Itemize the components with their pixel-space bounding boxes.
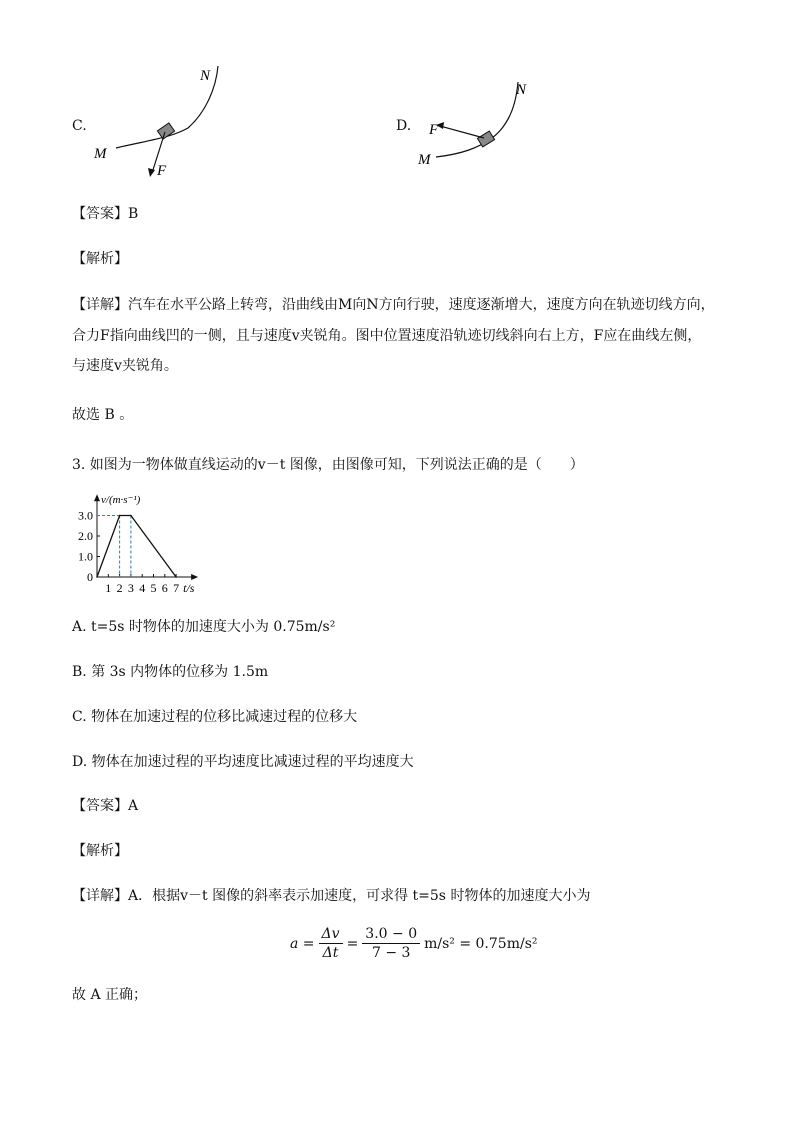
- x-tick-label: 7: [173, 581, 180, 595]
- x-tick-label: 1: [105, 581, 112, 595]
- y-tick-label: 1.0: [78, 549, 93, 564]
- formula-lhs: a =: [290, 935, 315, 952]
- series-point: [175, 576, 177, 578]
- q2-conclusion: 故选 B 。: [72, 407, 134, 423]
- x-axis-label: t/s: [183, 581, 195, 595]
- q2-answer: 【答案】B: [72, 206, 139, 222]
- force-arrowhead: [148, 168, 155, 177]
- label-n: N: [516, 82, 527, 98]
- q3-conclusion: 故 A 正确；: [72, 987, 148, 1003]
- label-m: M: [94, 146, 107, 162]
- y-axis-label: v/(m·s⁻¹): [101, 494, 141, 507]
- label-f: F: [429, 122, 439, 138]
- q2-detail-line2: 合力F指向曲线凹的一侧，且与速度v夹锐角。图中位置速度沿轨迹切线斜向右上方，F应在曲线左侧，: [72, 328, 702, 344]
- series-line: [97, 516, 176, 578]
- y-tick-label: 2.0: [78, 529, 93, 543]
- x-tick-label: 6: [161, 581, 168, 595]
- option-d-diagram: [412, 74, 552, 174]
- option-d-label: D.: [396, 118, 412, 134]
- x-tick-label: 5: [150, 581, 157, 595]
- q2-detail-line1: 【详解】汽车在水平公路上转弯，沿曲线由M向N方向行驶，速度逐渐增大，速度方向在轨迹切线方向，: [72, 297, 715, 313]
- label-f: F: [157, 163, 167, 179]
- q3-option-c: C. 物体在加速过程的位移比减速过程的位移大: [72, 709, 358, 725]
- vt-chart: [70, 490, 240, 602]
- q3-option-a: A. t=5s 时物体的加速度大小为 0.75m/s²: [72, 619, 336, 635]
- option-c-label: C.: [72, 118, 87, 134]
- label-m: M: [418, 152, 431, 168]
- q3-detail: 【详解】A．根据v－t 图像的斜率表示加速度，可求得 t=5s 时物体的加速度大小为: [72, 888, 591, 904]
- option-c-diagram: [88, 60, 238, 185]
- formula-rhs: m/s² = 0.75m/s²: [424, 935, 538, 952]
- q3-analysis-label: 【解析】: [72, 843, 128, 859]
- series-point: [119, 515, 121, 517]
- origin-label: 0: [87, 570, 93, 584]
- car-block: [157, 123, 174, 139]
- x-tick-label: 4: [139, 581, 146, 595]
- series-point: [96, 576, 98, 578]
- x-axis-arrow: [191, 574, 198, 580]
- trajectory-curve: [436, 82, 518, 157]
- y-tick-label: 3.0: [78, 508, 93, 523]
- q2-detail-line3: 与速度v夹锐角。: [72, 358, 178, 374]
- chart-labels: [78, 494, 195, 595]
- x-tick-label: 3: [127, 581, 134, 595]
- q3-option-b: B. 第 3s 内物体的位移为 1.5m: [72, 664, 269, 680]
- force-arrow: [440, 126, 484, 138]
- q2-analysis-label: 【解析】: [72, 251, 128, 267]
- q3-stem: 3. 如图为一物体做直线运动的v－t 图像，由图像可知，下列说法正确的是（ ）: [72, 457, 584, 473]
- fraction-values: $\frac{3.0 - 0}{7 - 3}$: [362, 925, 420, 962]
- label-n: N: [200, 68, 211, 84]
- series-point: [130, 515, 132, 517]
- q3-option-d: D. 物体在加速过程的平均速度比减速过程的平均速度大: [72, 754, 414, 770]
- detail-tag: 【详解】: [72, 297, 128, 313]
- chart-series: [96, 515, 177, 578]
- q3-formula: a = $\frac{\Delta v}{\Delta t}$ = $\frac{3.0 - 0}{7 - 3}$ m/s² = 0.75m/s²: [290, 926, 538, 961]
- y-axis-arrow: [94, 494, 100, 501]
- q3-answer: 【答案】A: [72, 798, 139, 814]
- chart-guides: [97, 516, 131, 578]
- fraction-delta: $\frac{\Delta v}{\Delta t}$: [319, 925, 343, 962]
- x-tick-label: 2: [116, 581, 123, 595]
